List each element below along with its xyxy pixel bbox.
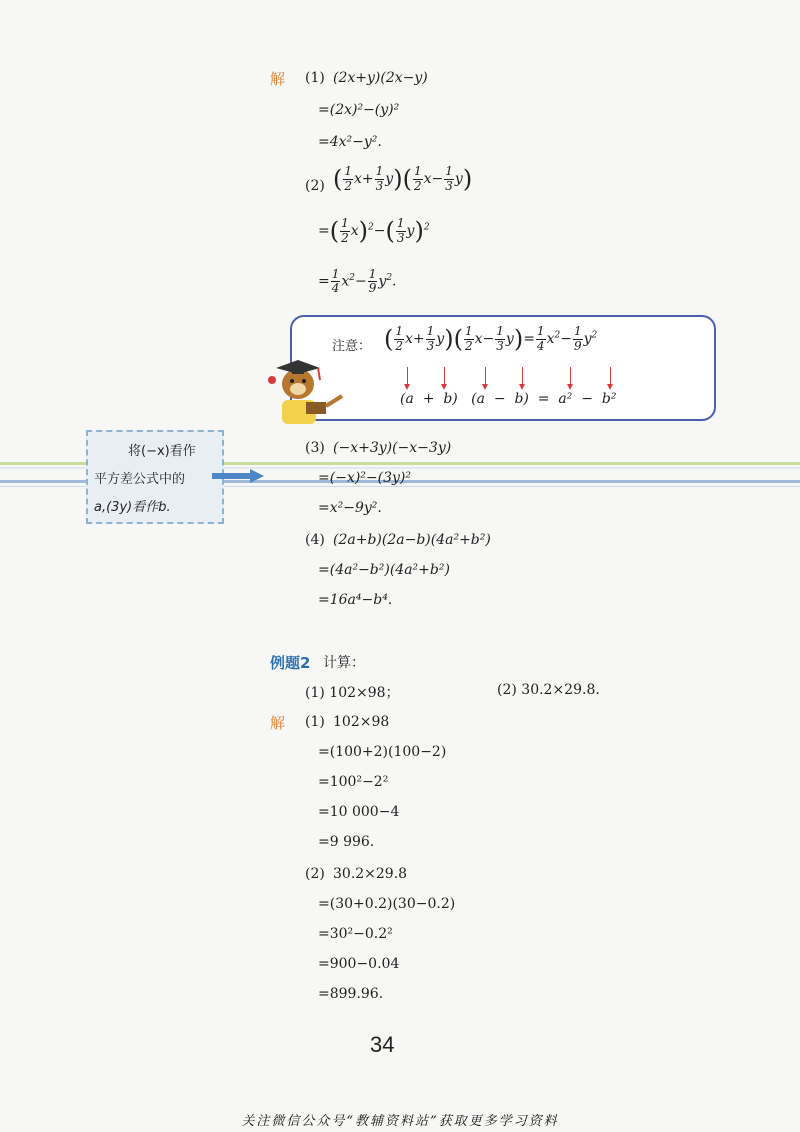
mapping-arrow: [407, 367, 408, 385]
note-label: 注意：: [332, 339, 372, 354]
example2-q2: (2) 30.2×29.8.: [497, 682, 600, 698]
solution2-label: 解: [270, 714, 286, 732]
note-mapping: (a + b) (a − b) = a² − b²: [400, 391, 617, 407]
solution2-p1-line: 102×98: [333, 714, 390, 730]
example2-q1: (1) 102×98；: [305, 685, 400, 701]
part1-line1: (2x+y)(2x−y): [333, 70, 428, 86]
part2-line2: =( $\frac{1}{2}$ x)$^2$−( $\frac{1}{3}$ y)$^2$: [318, 216, 430, 245]
mapping-arrow: [570, 367, 571, 385]
part3-line2: =(−x)²−(3y)²: [318, 470, 411, 486]
solution2-p2-label: (2): [305, 866, 325, 882]
note-formula: ( $\frac{1}{2}$ x+ $\frac{1}{3}$ y)( $\frac{1}{2}$ x− $\frac{1}{3}$ y)= $\frac{1}{4}$ $x^2-$ $\frac{1}{9}$ $y^2$: [384, 324, 598, 353]
part4-line3: =16a⁴−b⁴.: [318, 592, 393, 608]
part2-line1: ( $\frac{1}{2}$ x+ $\frac{1}{3}$ y)( $\frac{1}{2}$ x− $\frac{1}{3}$ y): [333, 164, 473, 193]
part3-label: (3): [305, 440, 325, 456]
mapping-arrow: [610, 367, 611, 385]
solution2-p2-line: =900−0.04: [318, 956, 400, 972]
part4-line1: (2a+b)(2a−b)(4a²+b²): [333, 532, 491, 548]
solution2-p1-line: =100²−2²: [318, 774, 389, 790]
part1-label: (1): [305, 70, 325, 86]
part4-line2: =(4a²−b²)(4a²+b²): [318, 562, 450, 578]
mapping-arrow: [444, 367, 445, 385]
solution2-p1-label: (1): [305, 714, 325, 730]
solution2-p2-line: =(30+0.2)(30−0.2): [318, 896, 456, 912]
side-note-line3: a,(3y)看作b.: [94, 500, 171, 515]
mapping-arrow: [522, 367, 523, 385]
solution2-p2-line: 30.2×29.8: [333, 866, 408, 882]
solution-label: 解: [270, 70, 286, 88]
solution2-p2-line: =30²−0.2²: [318, 926, 393, 942]
solution2-p1-line: =10 000−4: [318, 804, 400, 820]
mapping-arrow: [485, 367, 486, 385]
side-note-box: [86, 430, 224, 524]
part1-line2: =(2x)²−(y)²: [318, 102, 400, 118]
example2-label: 例题2: [270, 654, 311, 672]
part2-line3: = $\frac{1}{4}$ $x^2-$ $\frac{1}{9}$ $y^2$.: [318, 267, 397, 296]
part3-line1: (−x+3y)(−x−3y): [333, 440, 452, 456]
part2-label: (2): [305, 178, 325, 194]
part1-line3: =4x²−y².: [318, 134, 382, 150]
note-box: [290, 315, 716, 421]
solution2-p2-line: =899.96.: [318, 986, 384, 1002]
page-number: 34: [370, 1032, 395, 1057]
example2-prompt: 计算：: [323, 655, 365, 671]
solution2-p1-line: =9 996.: [318, 834, 375, 850]
side-note-line2: 平方差公式中的: [94, 472, 186, 487]
solution2-p1-line: =(100+2)(100−2): [318, 744, 447, 760]
pointer-arrow-icon: [212, 469, 264, 483]
side-note-line1: 将(−x)看作: [128, 444, 196, 459]
part4-label: (4): [305, 532, 325, 548]
footer-watermark: 关注微信公众号“教辅资料站”获取更多学习资料: [241, 1114, 559, 1129]
part3-line3: =x²−9y².: [318, 500, 382, 516]
teacher-bear-icon: [262, 356, 348, 426]
